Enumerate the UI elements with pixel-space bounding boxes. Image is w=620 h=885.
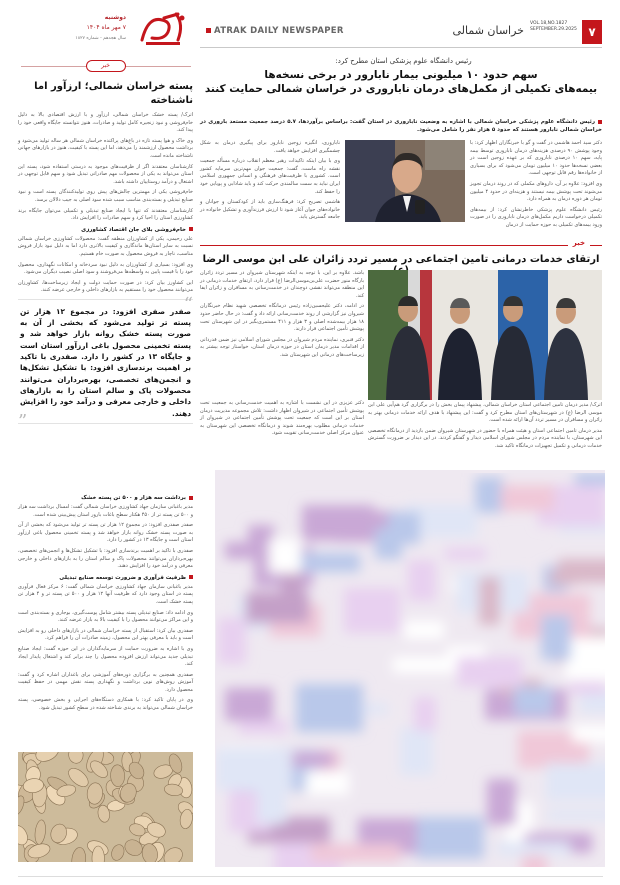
blurred-advertisement bbox=[215, 470, 605, 867]
article-paragraph: دکتر عزیزی در این نشست با اشاره به اهمیت خدمت‌رسانی به جمعیت تحت پوشش تأمین اجتماعی در شیروان اظهار داشت: تلاش مجموعه مدیریت درمان استان بر این است که جمعیت تحت پوشش تأمین اجتماعی در شیروان از خدمات درمانی مطلوب بهره‌مند شوند و درمانگاه تخصصی این شهرستان به عنوان مرکز اصلی خدمت‌رسانی تقویت شود. bbox=[200, 400, 364, 437]
article-paragraph: وی خاک و هوا پسته تازه در باغ‌های پراکنده خراسان شمالی هر ساله تولید می‌شود و برداشت محصول ارزشمند را می‌دهد، اما این پسته با کیفیت، هنوز در بازارهای جهانی ناشناخته مانده است. bbox=[18, 137, 193, 159]
article-paragraph: صفدری همچنین به برگزاری دوره‌های آموزشی برای باغداران اشاره کرد و گفت: آموزش روش‌های نوین برداشت و نگهداری پسته نقش مهمی در حفظ کیفیت محصول دارد. bbox=[18, 671, 193, 693]
article-paragraph: وی با اشاره به ضرورت حمایت از سرمایه‌گذاران در این حوزه گفت: ایجاد صنایع تبدیلی جدید می‌تواند ارزش افزوده محصول را چند برابر کند و اشتغال پایدار ایجاد کند. bbox=[18, 645, 193, 668]
ad-blur-patch bbox=[239, 720, 287, 734]
article-paragraph: دکتر قنبری، نماینده مردم شیروان در مجلس شورای اسلامی نیز ضمن قدردانی از اقدامات مدیر درمان استان در حوزه درمان استان، خواستار توجه بیشتر به زیرساخت‌های درمانی این شهرستان شد. bbox=[200, 336, 364, 358]
article-paragraph: خام‌فروشی یکی از مهمترین چالش‌های پیش روی تولیدکنندگان پسته است و نبود صنایع تبدیلی و بسته‌بندی مناسب سبب شده سود اصلی به جیب دلالان برسد. bbox=[18, 189, 193, 203]
page-header bbox=[200, 18, 602, 48]
issue-date: ۷ مهر ماه ۱۴۰۴ bbox=[86, 24, 126, 31]
article-paragraph: دکتر سید احمد هاشمی در گفت و گو با خبرنگاران اظهار کرد: با وجود پوشش ۹۰ درصدی هزینه‌های درمان ناباروری توسط بیمه پایه، سهم ۱۰ درصدی ناباروری که بر عهده زوجین است در بعضی نسخه‌ها حدود ۱۰ میلیون تومان می‌شود که برای بسیاری از خانواده‌ها رقم قابل توجهی است. bbox=[470, 140, 603, 177]
paper-name bbox=[206, 26, 344, 36]
bullet-icon bbox=[189, 227, 193, 231]
volume-info bbox=[530, 21, 578, 33]
bullet-icon bbox=[189, 496, 193, 500]
tag-label: خبر bbox=[86, 60, 126, 72]
article-subhead bbox=[18, 574, 193, 582]
pistachio-photo bbox=[18, 752, 193, 862]
lead-text: رئیس دانشگاه علوم پزشکی خراسان شمالی با اشاره به وضعیت ناباروری در استان گفت: براساس برآوردها، ۵.۷ درصد جمعیت مستعد باروری در خراسان شمالی نابارور هستند که حدود ۵ هزار نفر را شامل می‌شود. bbox=[200, 119, 602, 133]
ad-blur-patch bbox=[296, 684, 363, 732]
ad-blur-patch bbox=[408, 560, 436, 601]
ad-blur-patch bbox=[414, 697, 436, 731]
divider-line bbox=[200, 245, 602, 246]
article-paragraph: صفدر صفدری افزود: در مجموع ۱۲ هزار تن پسته تر تولید می‌شود که بخشی از آن به صورت پسته خشک روانه بازار خواهد شد و پسته تخمینی محصول باغی ارزآور استان است و جایگاه ۱۳ در کشور را دارد. bbox=[18, 522, 194, 544]
masthead-logo bbox=[22, 8, 192, 54]
news-divider bbox=[200, 240, 602, 250]
section-name: خراسان شمالی bbox=[452, 24, 524, 37]
article-paragraph: صفدری با تاکید بر اهمیت برندسازی افزود: با تشکیل تشکل‌ها و انجمن‌های تخصصی، بهره‌برداران می‌توانند محصولات پاک و سالم استان را به بازارهای داخلی و خارجی معرفی و درآمد خود را افزایش دهند. bbox=[18, 547, 193, 570]
article-paragraph: مدیر درمان تامین اجتماعی استان و هیئت همراه با حضور در شهرستان شیروان ضمن بازدید از درمانگاه تخصصی این شهرستان، با نماینده مردم در مجلس شورای اسلامی دیدار و گفتگو کردند. در این دیدار بر ضرورت گسترش خدمات درمانی و تکمیل تجهیزات درمانگاه تاکید شد. bbox=[368, 427, 602, 449]
left-article bbox=[18, 60, 193, 430]
ad-blur-patch bbox=[487, 779, 516, 825]
group-photo-icon bbox=[368, 270, 602, 400]
ad-blur-patch bbox=[550, 571, 576, 585]
story1-column-right bbox=[470, 140, 602, 233]
story2-column bbox=[200, 270, 364, 363]
blurred-ad-icon bbox=[215, 470, 605, 867]
ad-blur-patch bbox=[400, 728, 433, 775]
page-number: ۷ bbox=[582, 20, 602, 44]
ad-blur-patch bbox=[547, 810, 605, 820]
article-paragraph: وی افزود: علاوه بر آن، داروهای مکملی که در روند درمان تجویز می‌شوند تحت پوشش بیمه نیستند و هزینه‌ای در حدود ۴ میلیون تومان هر دوره درمان به همراه دارد. bbox=[470, 180, 603, 203]
issue-weekday: دوشنبه bbox=[104, 14, 126, 21]
footer-rule bbox=[18, 876, 603, 877]
ad-blur-patch bbox=[216, 748, 292, 790]
ad-blur-patch bbox=[225, 688, 273, 721]
ad-blur-patch bbox=[311, 844, 400, 862]
left-lower-article bbox=[18, 492, 193, 716]
article-paragraph: کارشناسان معتقدند که تنها با ایجاد صنایع تبدیلی و تکمیلی می‌توان جایگاه برند کشاورزی استان را احیا کرد و سهم صادرات را افزایش داد. bbox=[18, 207, 193, 222]
story2-column-lower bbox=[200, 400, 364, 441]
ad-blur-patch bbox=[569, 682, 605, 694]
headline-line: سهم حدود ۱۰ میلیونی بیمار نابارور در برخی نسخه‌ها bbox=[264, 69, 538, 81]
divider-label: خبر bbox=[568, 239, 590, 247]
story1-column-left bbox=[200, 140, 340, 225]
article-paragraph: کارشناسان معتقدند اگر از ظرفیت‌های موجود به درستی استفاده شود، پسته این استان می‌تواند به یکی از محصولات مهم صادراتی تبدیل شود و سهم قابل توجهی در اشتغال و درآمد روستاییان داشته باشد. bbox=[18, 163, 193, 185]
article-paragraph: اترک/ پسته خشک خراسان شمالی، ارزآور و با ارزش اقتصادی بالا به دلیل خام‌فروشی و نبود زنجیره کامل تولید و صادرات، هنوز نتوانسته جایگاه واقعی خود را پیدا کند. bbox=[18, 112, 193, 134]
left-article-title: پسته خراسان شمالی؛ ارزآور اما ناشناخته bbox=[34, 81, 193, 106]
story1-lead bbox=[200, 118, 602, 134]
story1-kicker: رئیس دانشگاه علوم پزشکی استان مطرح کرد: bbox=[335, 57, 472, 65]
ad-blur-patch bbox=[501, 485, 554, 511]
subhead-text: برداشت سه هزار و ۵۰۰ تن پسته خشک bbox=[81, 495, 186, 501]
article-paragraph: وی با بیان اینکه تاکیدات رهبر معظم انقلاب درباره مسأله جمعیت نقشه راه ماست، گفت: جمعیت جوان مهم‌ترین سرمایه کشور است. کشوری با ظرفیت‌های فرهنگی و انسانی جمهوری اسلامی ایران نباید به سمت سالمندی حرکت کند و باید شادابی و پویایی خود را حفظ کند. bbox=[200, 158, 340, 195]
ad-blur-patch bbox=[344, 588, 400, 633]
quote-open-icon: “ bbox=[183, 293, 193, 315]
issue-number: سال هجدهم - شماره ۱۸۲۷ bbox=[75, 36, 126, 41]
ad-blur-patch bbox=[417, 817, 484, 859]
ad-blur-patch bbox=[541, 615, 571, 660]
ad-blur-patch bbox=[475, 477, 503, 513]
pull-quote-text: صفدر صفری افزود: در مجموع ۱۲ هزار تن پسته تر تولید می‌شود که بخشی از آن به صورت پسته خشک روانه بازار خواهد شد و پسته تخمینی محصول باغی ارزآور استان است و جایگاه ۱۳ در کشور را دارد. صفدری با تاکید بر اهمیت برندسازی افزود: با تشکیل تشکل‌ها و انجمن‌های تخصصی، بهره‌برداران می‌توانند محصولات پاک و سالم استان را به بازارهای داخلی و خارجی معرفی و درآمد خود را افزایش دهند. bbox=[20, 306, 191, 418]
headline-line: بیمه‌های تکمیلی از مکمل‌های درمان ناباروری در خراسان شمالی حمایت کنند bbox=[204, 83, 598, 95]
article-paragraph: علی رحیمی، یکی از کشاورزان منطقه گفت: محصولات کشاورزی خراسان شمالی نسبت به سایر استان‌ها ماندگاری و کیفیت بالاتری دارد اما به دلیل نبود بازار فروش مناسب، ناچار به فروش محصول به صورت خام هستیم. bbox=[18, 235, 193, 257]
news-tag bbox=[21, 60, 191, 72]
subhead-text: خام‌فروشی بلای جان اقتصاد کشاورزی bbox=[81, 226, 186, 233]
article-subhead bbox=[18, 226, 193, 234]
pistachio-icon bbox=[18, 752, 193, 862]
ad-blur-patch bbox=[497, 842, 570, 855]
paper-name-text: ATRAK DAILY NEWSPAPER bbox=[214, 26, 344, 36]
story2-caption bbox=[368, 402, 602, 454]
volume-date: SEPTEMBER.29.2025 bbox=[530, 27, 577, 32]
atrak-logo-icon bbox=[138, 10, 188, 48]
article-paragraph: هاشمی تصریح کرد: فرهنگ‌سازی باید از کودکستان و جوانان و خانواده‌های جوان آغاز شود تا ارزش فرزندآوری و تشکیل خانواده در جامعه گسترش یابد. bbox=[200, 199, 340, 221]
article-paragraph: صفدری بیان کرد: استقبال از پسته خراسان شمالی در بازارهای داخلی رو به افزایش است و باید با معرفی بهتر این محصول، زمینه صادرات آن را فراهم کرد. bbox=[18, 627, 193, 642]
ad-blur-patch bbox=[269, 539, 301, 573]
ad-blur-patch bbox=[546, 763, 605, 801]
article-paragraph: این کشاورز بیان کرد: در صورت حمایت دولت و ایجاد زیرساخت‌ها، کشاورزان می‌توانند محصول خود را مستقیم به بازارهای داخلی و خارجی عرضه کنند. bbox=[18, 279, 193, 294]
caption-text: اترک/ مدیر درمان تامین اجتماعی استان خراسان شمالی، پیشنهاد پیمان بخش را در برگزاری گرد هم‌آیی علی ابن موسی الرضا (ع) در شهرستان‌های استان مطرح کرد و گفت: این پیشنهاد با هدف ارائه خدمات درمانی بهتر به زائران و مسافران در مسیر تردد آن‌ها ارائه شده است. bbox=[368, 402, 602, 424]
ad-blur-patch bbox=[445, 548, 486, 560]
ad-blur-patch bbox=[457, 657, 522, 687]
subhead-text: ظرفیت فرآوری و ضرورت توسعه صنایع تبدیلی bbox=[59, 574, 186, 581]
article-subhead bbox=[18, 494, 193, 502]
article-paragraph: وی ادامه داد: صنایع تبدیلی پسته بیشتر شامل پوست‌گیری، بوجاری و بسته‌بندی است و این مراکز می‌توانند محصول را با کیفیت بالا به بازار عرضه کنند. bbox=[18, 609, 193, 624]
volume-number: VOL.18,NO.1827 bbox=[530, 21, 568, 26]
article-paragraph: وی افزود: بسیاری از کشاورزان به دلیل نبود سردخانه و امکانات نگهداری، محصول خود را با قیمت پایین به واسطه‌ها می‌فروشند و سود اصلی نصیب دیگران می‌شود. bbox=[18, 261, 193, 276]
ad-blur-patch bbox=[388, 512, 420, 544]
article-paragraph: رئیس دانشگاه علوم پزشکی خاطرنشان کرد: از بیمه‌های تکمیلی درخواست داریم مکمل‌های درمان ناباروری را در صورت ورود بیمه‌های تکمیلی به حوزه حمایت از درمان bbox=[470, 206, 602, 228]
story1-photo bbox=[345, 140, 465, 222]
article-paragraph: ناباروری، انگیزه زوجین نابارور برای پیگیری درمان به شکل چشمگیری افزایش خواهد یافت. bbox=[200, 140, 340, 154]
bullet-icon bbox=[598, 120, 602, 124]
story1-headline bbox=[200, 68, 602, 96]
article-paragraph: باشد. علاوه بر این، با توجه به اینکه شهرستان شیروان در مسیر تردد زائران بارگاه منور حضرت علی‌بن‌موسی‌الرضا (ع) قرار دارد، ارتقای خدمات درمانی در این منطقه می‌تواند نقشی دوچندان در خدمت‌رسانی به مسافران و زائران ایفا کند. bbox=[200, 270, 364, 299]
pull-quote bbox=[18, 293, 193, 432]
story2-headline: ارتقای خدمات درمانی تامین اجتماعی در مسیر تردد زائران علی ابن موسی الرضا bbox=[202, 254, 600, 265]
ad-blur-patch bbox=[575, 473, 605, 485]
article-paragraph: وی در پایان تاکید کرد: با همکاری دستگاه‌های اجرایی و بخش خصوصی، پسته خراسان شمالی می‌تواند به برندی شناخته شده در سطح کشور تبدیل شود. bbox=[18, 697, 193, 712]
story2-photo bbox=[368, 270, 602, 400]
ad-blur-patch bbox=[306, 771, 349, 795]
article-paragraph: مدیر باغبانی سازمان جهاد کشاورزی خراسان شمالی گفت: ۶ مرکز فعال فرآوری پسته در استان وجود دارد که ظرفیت آنها ۱۲ هزار و ۵۰۰ تن پسته تر و ۴ هزار تن پسته خشک است. bbox=[18, 583, 194, 605]
ad-blur-patch bbox=[218, 618, 246, 664]
quote-close-icon: ” bbox=[18, 410, 28, 432]
red-square-icon bbox=[206, 28, 211, 33]
bullet-icon bbox=[189, 575, 193, 579]
ad-blur-patch bbox=[404, 621, 444, 639]
ad-blur-patch bbox=[514, 687, 553, 715]
ad-blur-patch bbox=[580, 691, 605, 713]
article-paragraph: مدیر باغبانی سازمان جهاد کشاورزی خراسان شمالی گفت: امسال برداشت سه هزار و ۵۰۰ تن پسته تر از ۴۵۰ هکتار سطح باغات بارور استان پیش‌بینی شده است. bbox=[18, 504, 193, 518]
ad-blur-patch bbox=[246, 592, 309, 623]
ad-blur-patch bbox=[479, 577, 500, 625]
article-paragraph: در ادامه، دکتر علیحسین‌زاده رئیس درمانگاه تخصصی شهید نظام خبرنگاران شیروان نیز گزارشی از روند خدمت‌رسانی ارائه داد و گفت: در حال حاضر حدود ۱۸ هزار بیمه‌شده اصلی و ۳ هزار و ۴۱۱ مستمری‌بگیر در این شهرستان تحت پوشش تأمین اجتماعی قرار دارند. bbox=[200, 303, 364, 333]
speaker-photo-icon bbox=[345, 140, 465, 222]
ad-blur-patch bbox=[572, 725, 605, 742]
